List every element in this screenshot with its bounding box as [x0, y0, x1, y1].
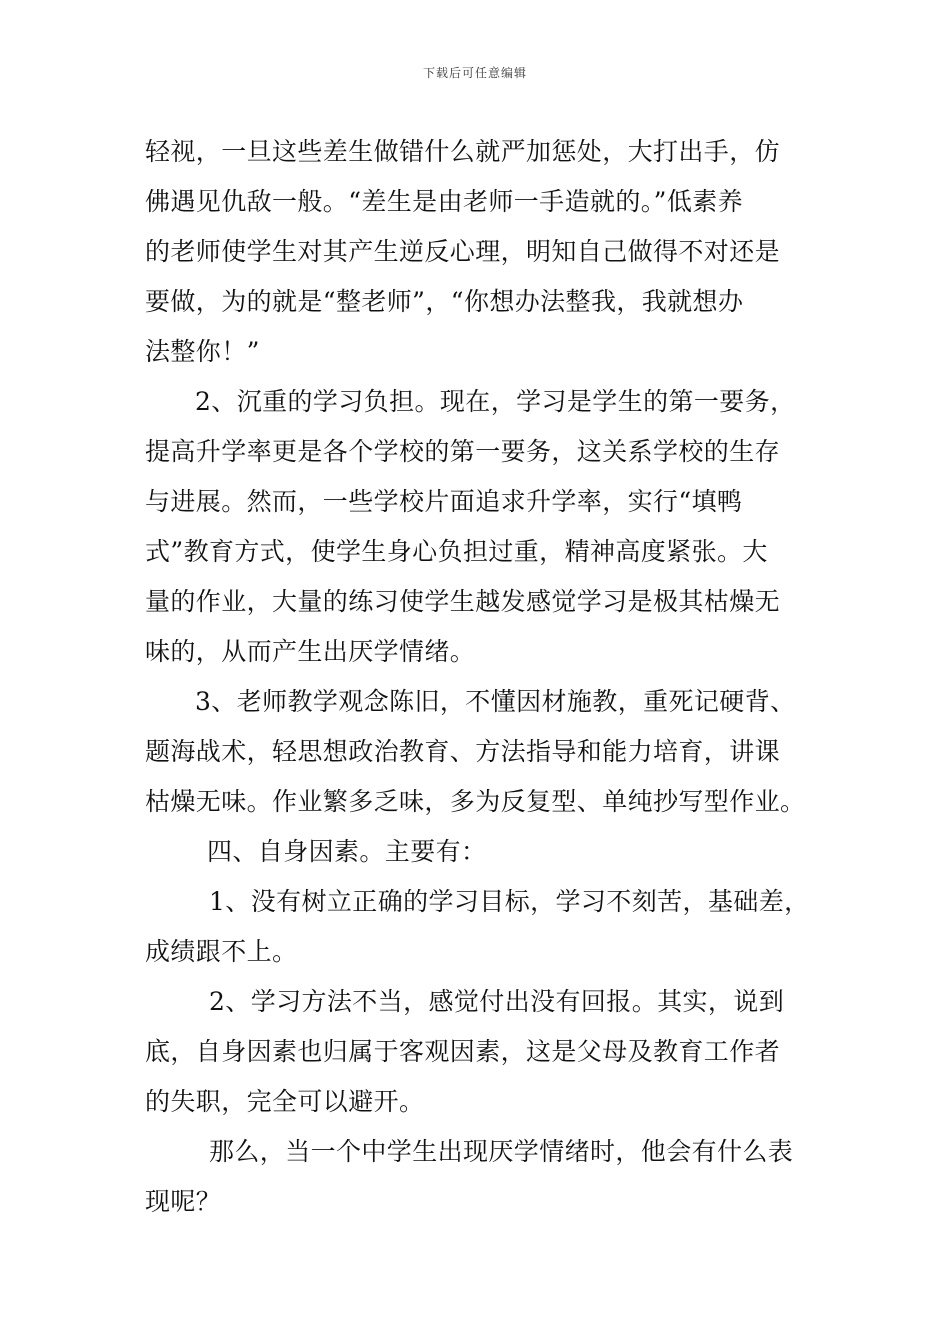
paragraph-start-line: 2、学习方法不当，感觉付出没有回报。其实，说到 — [209, 987, 785, 1016]
paragraph-start-line: 1、没有树立正确的学习目标，学习不刻苦，基础差， — [209, 887, 810, 916]
text-line: 法整你！” — [145, 337, 260, 366]
text-line: 的失职，完全可以避开。 — [145, 1087, 425, 1116]
text-line: 的老师使学生对其产生逆反心理，明知自己做得不对还是 — [145, 237, 781, 266]
text-line: 现呢？ — [145, 1187, 222, 1216]
text-line: 要做，为的就是“整老师”，“你想办法整我，我就想办 — [145, 287, 744, 316]
text-line: 佛遇见仇敌一般。“差生是由老师一手造就的。”低素养 — [145, 187, 744, 216]
text-line: 成绩跟不上。 — [145, 937, 298, 966]
document-body — [145, 127, 820, 1227]
text-line: 味的，从而产生出厌学情绪。 — [145, 637, 476, 666]
text-line: 提高升学率更是各个学校的第一要务，这关系学校的生存 — [145, 437, 781, 466]
page-header: 下载后可任意编辑 — [422, 66, 527, 80]
section-heading: 四、自身因素。主要有： — [207, 837, 487, 866]
text-line: 底，自身因素也归属于客观因素，这是父母及教育工作者 — [145, 1037, 781, 1066]
text-line: 式”教育方式，使学生身心负担过重，精神高度紧张。大 — [145, 537, 768, 566]
text-line: 题海战术，轻思想政治教育、方法指导和能力培育，讲课 — [145, 737, 781, 766]
paragraph-start-line: 3、老师教学观念陈旧，不懂因材施教，重死记硬背、 — [195, 687, 796, 716]
paragraph-start-line: 那么，当一个中学生出现厌学情绪时，他会有什么表 — [209, 1137, 794, 1166]
text-line: 量的作业，大量的练习使学生越发感觉学习是极其枯燥无 — [145, 587, 781, 616]
text-line: 枯燥无味。作业繁多乏味，多为反复型、单纯抄写型作业。 — [145, 787, 806, 816]
text-line: 与进展。然而，一些学校片面追求升学率，实行“填鸭 — [145, 487, 743, 516]
paragraph-start-line: 2、沉重的学习负担。现在，学习是学生的第一要务， — [195, 387, 796, 416]
text-line: 轻视，一旦这些差生做错什么就严加惩处，大打出手，仿 — [145, 137, 781, 166]
